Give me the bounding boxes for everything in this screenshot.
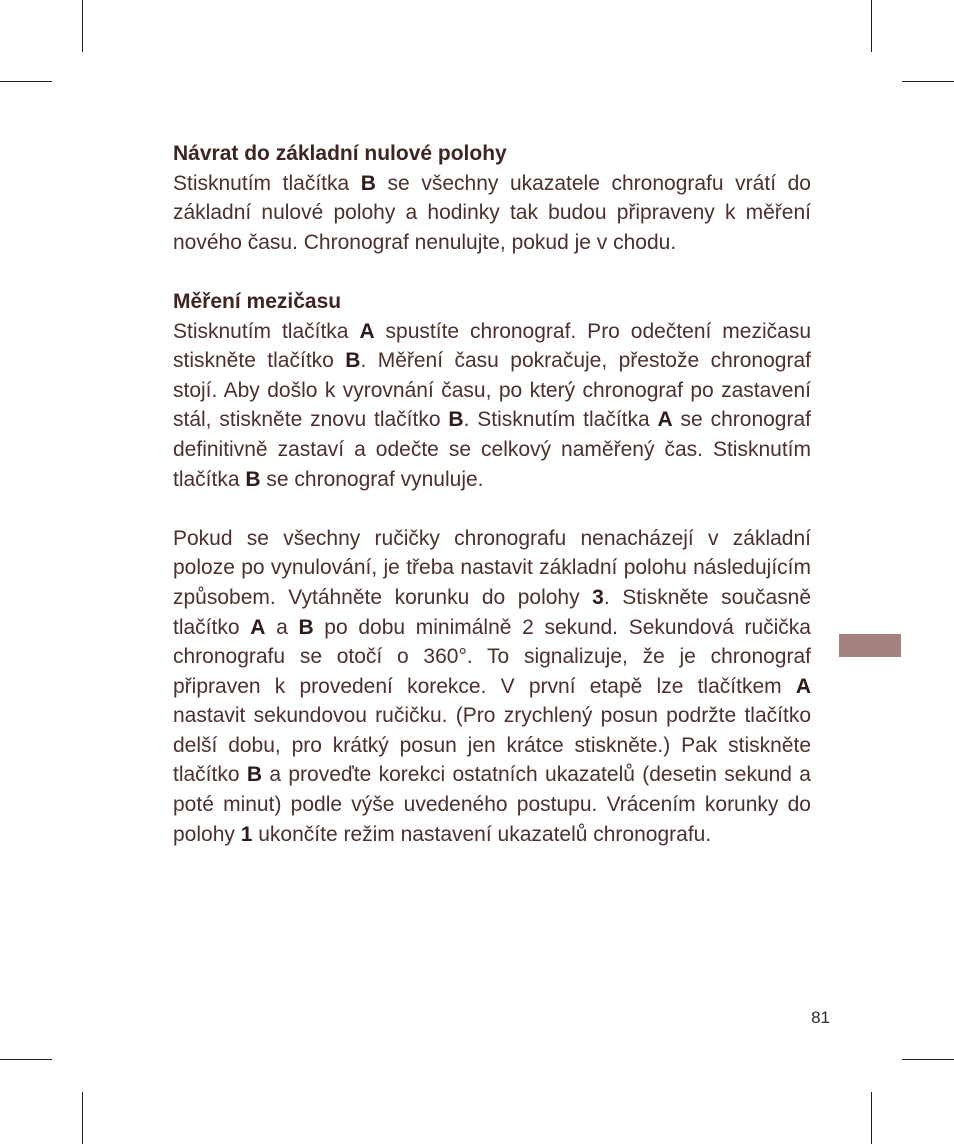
bold-reference: 1	[240, 822, 253, 846]
text-run: . Stisknutím tlačítka	[463, 408, 658, 432]
bold-reference: 3	[592, 585, 604, 609]
section-heading: Měření mezičasu	[173, 289, 342, 313]
text-run: po dobu minimálně 2 sekund. Sekundová ručička chronografu se otočí o 360°. To signalizuje, že je chronograf připraven k provedení korekce. V první etapě lze tlačítkem	[173, 615, 811, 698]
bold-reference: B	[360, 171, 376, 195]
section-paragraph	[173, 524, 811, 850]
bold-reference: B	[345, 349, 361, 373]
section-paragraph	[173, 169, 811, 258]
text-run: ukončíte režim nastavení ukazatelů chronografu.	[252, 822, 712, 846]
chapter-tab-marker	[839, 634, 901, 657]
bold-reference: A	[657, 408, 673, 432]
section-paragraph	[173, 317, 811, 495]
text-run: spustíte chronograf. Pro odečtení mezičasu stiskněte tlačítko	[173, 319, 811, 373]
crop-mark-bottom-left-horizontal	[0, 1059, 52, 1060]
section-heading: Návrat do základní nulové polohy	[173, 142, 507, 165]
text-run: se chronograf definitivně zastaví a odečte se celkový naměřený čas. Stisknutím tlačítka	[173, 408, 811, 491]
crop-mark-top-left-horizontal	[0, 81, 52, 82]
crop-mark-top-left-vertical	[82, 0, 83, 52]
text-run: se všechny ukazatele chronografu vrátí do základní nulové polohy a hodinky tak budou připraveny k měření nového času. Chronograf nenulujte, pokud je v chodu.	[173, 171, 811, 254]
text-run: se chronograf vynuluje.	[260, 467, 484, 491]
bold-reference: A	[250, 615, 266, 639]
text-run: nastavit sekundovou ručičku. (Pro zrychlený posun podržte tlačítko delší dobu, pro krátký posun jen krátce stiskněte.) Pak stiskněte tlačítko	[173, 704, 811, 787]
bold-reference: B	[298, 615, 314, 639]
section-split-time	[173, 287, 811, 494]
paragraph-gap	[173, 257, 811, 287]
text-run: Stisknutím tlačítka	[173, 171, 361, 195]
crop-mark-top-right-vertical	[871, 0, 872, 52]
paragraph-gap	[173, 494, 811, 524]
bold-reference: B	[448, 408, 464, 432]
document-body	[173, 139, 811, 849]
crop-mark-bottom-right-horizontal	[902, 1059, 954, 1060]
text-run: Stisknutím tlačítka	[173, 319, 360, 343]
section-hand-correction	[173, 524, 811, 850]
text-run: . Stiskněte současně tlačítko	[173, 585, 812, 639]
bold-reference: B	[245, 467, 261, 491]
bold-reference: B	[246, 763, 263, 787]
page-number: 81	[811, 1008, 830, 1027]
text-run: . Měření času pokračuje, přestože chronograf stojí. Aby došlo k vyrovnání času, po který chronograf po zastavení stál, stiskněte znovu tlačítko	[173, 349, 811, 432]
section-reset-zero	[173, 139, 811, 257]
text-run: a proveďte korekci ostatních ukazatelů (desetin sekund a poté minut) podle výše uvedeného postupu. Vrácením korunky do polohy	[173, 763, 811, 846]
crop-mark-bottom-right-vertical	[871, 1092, 872, 1144]
crop-mark-bottom-left-vertical	[82, 1092, 83, 1144]
text-run: Pokud se všechny ručičky chronografu nenacházejí v základní poloze po vynulování, je třeba nastavit základní polohu následujícím způsobem. Vytáhněte korunku do polohy	[173, 526, 811, 609]
text-run: a	[265, 615, 299, 639]
bold-reference: A	[795, 674, 811, 698]
bold-reference: A	[359, 319, 375, 343]
crop-mark-top-right-horizontal	[902, 81, 954, 82]
